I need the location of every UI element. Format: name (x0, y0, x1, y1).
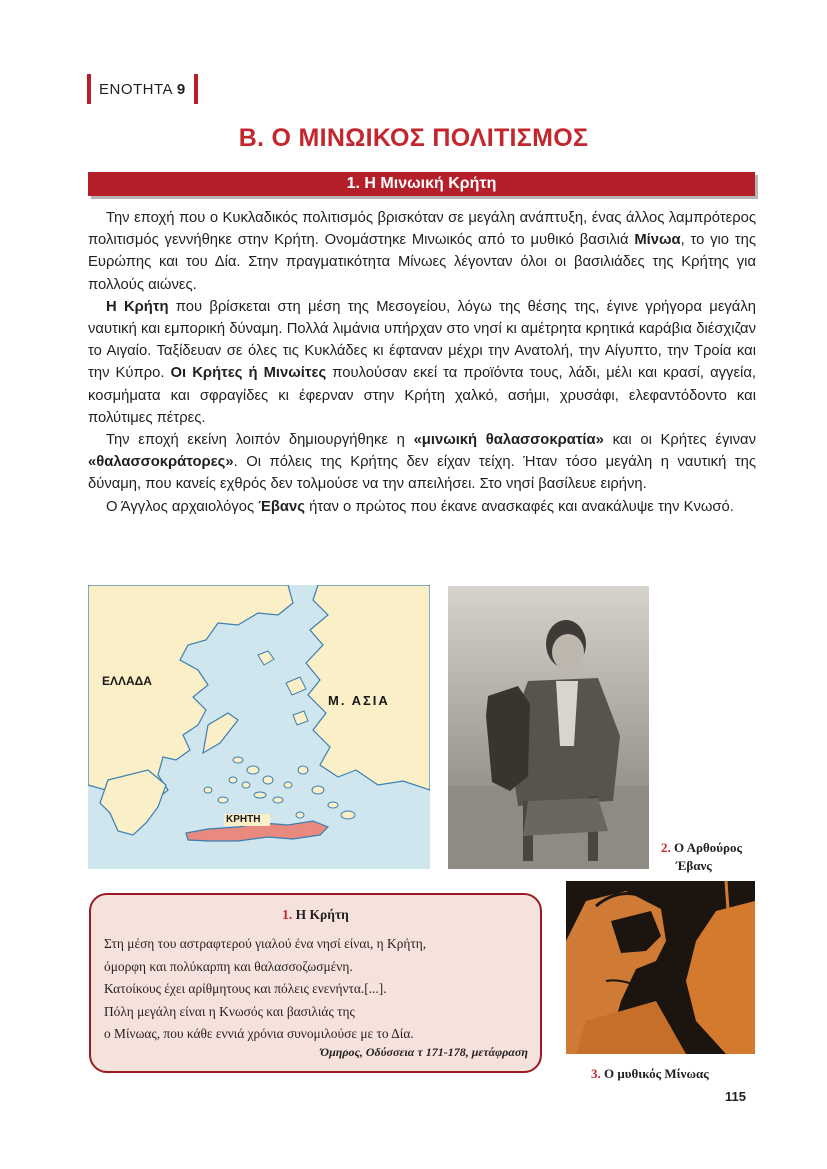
poem-title: 1. Η Κρήτη (282, 907, 349, 922)
poem-line: Κατοίκους έχει αρίθμητους και πόλεις ενενήντα.[...]. (104, 981, 387, 996)
paragraph-3: Την εποχή εκείνη λοιπόν δημιουργήθηκε η «μινωική θαλασσοκρατία» και οι Κρήτες έγιναν «θαλασσοκράτορες». Οι πόλεις της Κρήτης δεν είχαν τείχη. Ήταν τόσο μεγάλη η ναυτική της δύναμη, που κανείς εχθρός δεν τολμούσε να την απειλήσει. Στο νησί βασίλευε ειρήνη. (88, 432, 756, 493)
map-label-asia-minor: Μ. ΑΣΙΑ (328, 693, 390, 708)
page-title: B. Ο ΜΙΝΩΙΚΟΣ ΠΟΛΙΤΙΣΜΟΣ (238, 124, 589, 152)
map-label-crete: ΚΡΗΤΗ (226, 814, 261, 825)
unit-tag (87, 74, 198, 104)
evans-photo-drawing (448, 586, 649, 869)
paragraph-4: Ο Άγγλος αρχαιολόγος Έβανς ήταν ο πρώτος που έκανε ανασκαφές και ανακάλυψε την Κνωσό. (106, 498, 734, 515)
poem-lines (104, 933, 426, 1046)
page-number: 115 (725, 1089, 746, 1104)
map-label-greece: ΕΛΛΑΔΑ (102, 674, 152, 688)
map-drawing (88, 585, 430, 869)
aegean-map (88, 585, 430, 869)
poem-line: Πόλη μεγάλη είναι η Κνωσός και βασιλιάς της (104, 1003, 355, 1019)
caption-evans-line2: Έβανς (676, 858, 712, 873)
caption-minos: 3. Ο μυθικός Μίνωας (591, 1066, 709, 1081)
minos-vase-image (566, 881, 755, 1054)
poem-line: όμορφη και πολύκαρπη και θαλασσοζωσμένη. (104, 958, 353, 974)
poem-line: Στη μέση του αστραφτερού γιαλού ένα νησί είναι, η Κρήτη, (104, 936, 427, 951)
poem-box (89, 893, 542, 1073)
unit-bar-right (194, 74, 198, 104)
paragraph-2: Η Κρήτη που βρίσκεται στη μέση της Μεσογείου, λόγω της θέσης της, έγινε γρήγορα μεγάλη ναυτική και εμπορική δύναμη. Πολλά λιμάνια υπήρχαν στο νησί κι αμέτρητα κρητικά καράβια διέσχιζαν το Αιγαίο. Ταξίδευαν σε όλες τις Κυκλάδες κι έφταναν μέχρι την Ανατολή, την Αίγυπτο, την Τροία και την Κύπρο. Οι Κρήτες ή Μινωίτες πουλούσαν εκεί τα προϊόντα τους, λάδι, μέλι και κρασί, αγγεία, κοσμήματα και σφραγίδες κι έφερναν στην Κρήτη χαλκό, ασήμι, χρυσάφι, ελεφαντόδοντο και πολύτιμες πέτρες. (88, 298, 756, 426)
unit-number: 9 (176, 80, 186, 98)
photo-arthur-evans (448, 586, 649, 869)
poem-source: Όμηρος, Οδύσσεια τ 171-178, μετάφραση (320, 1045, 528, 1059)
section-heading: 1. Η Μινωική Κρήτη (88, 172, 755, 196)
paragraph-1: Την εποχή που ο Κυκλαδικός πολιτισμός βρισκόταν σε μεγάλη ανάπτυξη, ένας άλλος λαμπρότερος πολιτισμός γεννήθηκε στην Κρήτη. Ονομάστηκε Μινωικός από το μυθικό βασιλιά Μίνωα, το γιο της Ευρώπης και του Δία. Στην πραγματικότητα Μίνωες λέγονταν όλοι οι βασιλιάδες της Κρήτης για πολλούς αιώνες. (88, 210, 756, 293)
poem-line: ο Μίνωας, που κάθε εννιά χρόνια συνομιλούσε με το Δία. (104, 1026, 414, 1041)
minos-drawing (566, 881, 755, 1054)
caption-evans-line1: 2. Ο Αρθούρος (661, 840, 742, 855)
body-text (88, 207, 756, 518)
unit-label: ΕΝΟΤΗΤΑ 9 (99, 80, 186, 98)
